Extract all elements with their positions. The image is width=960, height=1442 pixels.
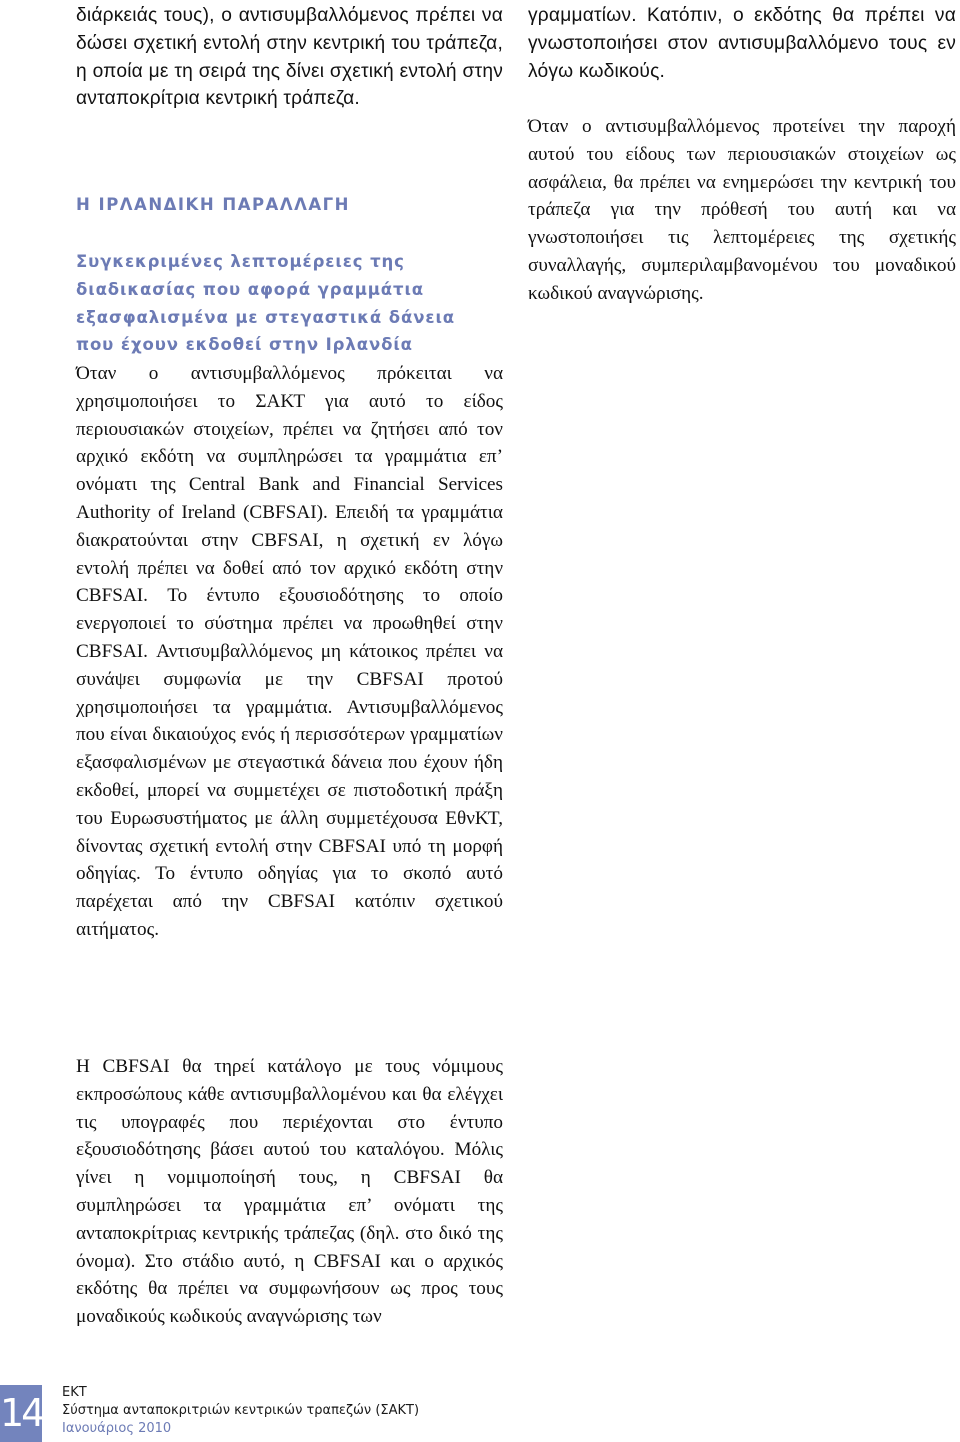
footer [62,1384,419,1438]
subheading: Συγκεκριμένες λεπτομέρειες της διαδικασίας που αφορά γραμμάτια εξασφαλισμένα με στεγαστικά δάνεια που έχουν εκδοθεί στην Ιρλανδία [76,252,456,355]
page-number: 14 [0,1391,43,1435]
section-heading: Η ΙΡΛΑΝΔΙΚΗ ΠΑΡΑΛΛΑΓΗ [76,195,350,214]
left-body [76,360,503,944]
right-column [528,2,956,85]
intro-paragraph: διάρκειάς τους), ο αντισυμβαλλόμενος πρέπει να δώσει σχετική εντολή στην κεντρική του τράπεζα, η οποία με τη σειρά της δίνει σχετική εντολή στην ανταποκρίτρια κεντρική τράπεζα. [76,5,503,110]
paragraph-issuer-codes: γραμματίων. Κατόπιν, ο εκδότης θα πρέπει να γνωστοποιήσει στον αντισυμβαλλόμενο τους εν λόγω κωδικούς. [528,5,956,82]
left-body-2 [76,1053,503,1331]
paragraph-collateral-notice: Όταν ο αντισυμβαλλόμενος προτείνει την παροχή αυτού του είδους των περιουσιακών στοιχείων ως ασφάλεια, θα πρέπει να ενημερώσει την κεντρική του τράπεζα για την πρόθεσή του αυτή και να γνωστοποιήσει τις λεπτομέρειες της σχετικής συναλλαγής, συμπεριλαμβανομένου του μοναδικού κωδικού αναγνώρισης. [528,116,956,304]
subsection [76,248,476,359]
paragraph-cbfsai-procedure: Όταν ο αντισυμβαλλόμενος πρόκειται να χρησιμοποιήσει το ΣΑΚΤ για αυτό το είδος περιουσιακών στοιχείων, πρέπει να ζητήσει από τον αρχικό εκδότη να συμπληρώσει τα γραμμάτια επ’ ονόματι της Central Bank and Financial Services Authority of Ireland (CBFSAI). Επειδή τα γραμμάτια διακρατούνται στην CBFSAI, η σχετική εν λόγω εντολή πρέπει να δοθεί από τον αρχικό εκδότη στην CBFSAI. Το έντυπο εξουσιοδότησης το οποίο ενεργοποιεί το σύστημα πρέπει να προωθηθεί στην CBFSAI. Αντισυμβαλλόμενος μη κάτοικος πρέπει να συνάψει συμφωνία με την CBFSAI προτού χρησιμοποιήσει τα γραμμάτια. Αντισυμβαλλόμενος που είναι δικαιούχος ενός ή περισσότερων γραμματίων εξασφαλισμένων με στεγαστικά δάνεια που έχουν ήδη εκδοθεί, μπορεί να συμμετέχει σε πιστοδοτική πράξη του Ευρωσυστήματος με άλλη συμμετέχουσα ΕθνΚΤ, δίνοντας σχετική εντολή στην CBFSAI υπό τη μορφή οδηγίας. Το έντυπο οδηγίας για το σκοπό αυτό παρέχεται από την CBFSAI κατόπιν σχετικού αιτήματος. [76,363,503,940]
footer-title: Σύστημα ανταποκριτριών κεντρικών τραπεζών (ΣΑΚΤ) [62,1403,420,1418]
right-column-2 [528,113,956,308]
paragraph-cbfsai-signatures: Η CBFSAI θα τηρεί κατάλογο με τους νόμιμους εκπροσώπους κάθε αντισυμβαλλομένου και θα ελέγχει τις υπογραφές που περιέχονται στο έντυπο εξουσιοδότησης βάσει αυτού του καταλόγου. Μόλις γίνει η νομιμοποίησή τους, η CBFSAI θα συμπληρώσει τα γραμμάτια επ’ ονόματι της ανταποκρίτριας κεντρικής τράπεζας (δηλ. στο δικό της όνομα). Στο στάδιο αυτό, η CBFSAI και ο αρχικός εκδότης θα πρέπει να συμφωνήσουν ως προς τους μοναδικούς κωδικούς αναγνώρισης των [76,1056,503,1328]
left-column [76,2,503,113]
footer-org: ΕΚΤ [62,1385,87,1400]
footer-date: Ιανουάριος 2010 [62,1421,172,1436]
section [76,194,503,216]
